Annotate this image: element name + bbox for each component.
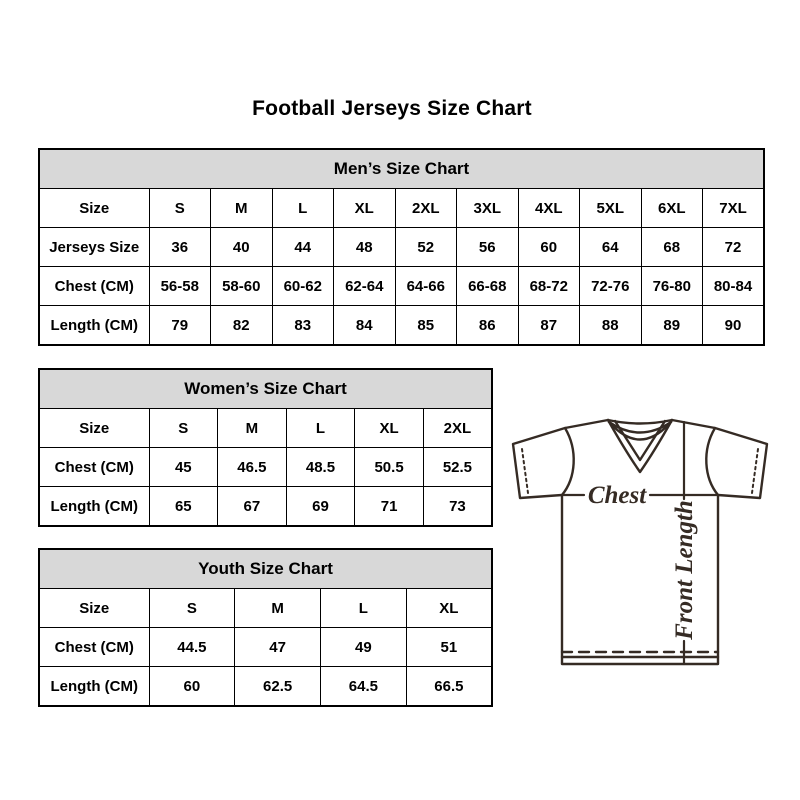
value-cell: 64.5 — [321, 667, 407, 707]
value-cell: 51 — [406, 628, 492, 667]
value-cell: 3XL — [457, 189, 519, 228]
value-cell: 80-84 — [703, 267, 765, 306]
value-cell: 40 — [211, 228, 273, 267]
table-row — [39, 448, 492, 487]
row-label-cell: Length (CM) — [39, 667, 149, 707]
value-cell: S — [149, 409, 218, 448]
table-title: Men’s Size Chart — [39, 149, 764, 189]
right-cuff-stitch — [752, 449, 758, 493]
value-cell: M — [218, 409, 287, 448]
table-title: Women’s Size Chart — [39, 369, 492, 409]
jersey-outline — [513, 420, 767, 664]
value-cell: 62.5 — [235, 667, 321, 707]
value-cell: 45 — [149, 448, 218, 487]
value-cell: 48.5 — [286, 448, 355, 487]
table-row — [39, 189, 764, 228]
value-cell: 82 — [211, 306, 273, 346]
value-cell: 2XL — [423, 409, 492, 448]
value-cell: 58-60 — [211, 267, 273, 306]
value-cell: 48 — [334, 228, 396, 267]
right-sleeve-seam — [706, 428, 718, 495]
value-cell: 69 — [286, 487, 355, 527]
value-cell: 60 — [149, 667, 235, 707]
chest-label: Chest — [587, 482, 647, 509]
value-cell: 56 — [457, 228, 519, 267]
value-cell: 50.5 — [355, 448, 424, 487]
value-cell: XL — [406, 589, 492, 628]
value-cell: XL — [355, 409, 424, 448]
value-cell: XL — [334, 189, 396, 228]
table-row — [39, 667, 492, 707]
value-cell: 66-68 — [457, 267, 519, 306]
value-cell: 60-62 — [272, 267, 334, 306]
value-cell: 56-58 — [149, 267, 211, 306]
jersey-measurement-diagram — [505, 400, 775, 685]
value-cell: 47 — [235, 628, 321, 667]
value-cell: 60 — [518, 228, 580, 267]
value-cell: 72 — [703, 228, 765, 267]
value-cell: L — [272, 189, 334, 228]
value-cell: 90 — [703, 306, 765, 346]
value-cell: 68-72 — [518, 267, 580, 306]
table-row — [39, 628, 492, 667]
value-cell: 52 — [395, 228, 457, 267]
value-cell: 2XL — [395, 189, 457, 228]
value-cell: 66.5 — [406, 667, 492, 707]
page-title: Football Jerseys Size Chart — [252, 97, 532, 120]
row-label-cell: Size — [39, 589, 149, 628]
left-cuff-stitch — [522, 449, 528, 493]
value-cell: 44 — [272, 228, 334, 267]
row-label-cell: Length (CM) — [39, 306, 149, 346]
value-cell: 73 — [423, 487, 492, 527]
value-cell: 52.5 — [423, 448, 492, 487]
value-cell: S — [149, 589, 235, 628]
value-cell: 44.5 — [149, 628, 235, 667]
value-cell: 76-80 — [641, 267, 703, 306]
value-cell: 84 — [334, 306, 396, 346]
value-cell: 7XL — [703, 189, 765, 228]
table-row — [39, 267, 764, 306]
value-cell: L — [286, 409, 355, 448]
row-label-cell: Chest (CM) — [39, 267, 149, 306]
value-cell: 72-76 — [580, 267, 642, 306]
left-sleeve-seam — [562, 428, 574, 495]
value-cell: 88 — [580, 306, 642, 346]
row-label-cell: Jerseys Size — [39, 228, 149, 267]
front-length-label: Front Length — [671, 500, 698, 640]
table-row — [39, 589, 492, 628]
value-cell: 67 — [218, 487, 287, 527]
table-row — [39, 487, 492, 527]
value-cell: 85 — [395, 306, 457, 346]
row-label-cell: Size — [39, 409, 149, 448]
value-cell: 68 — [641, 228, 703, 267]
table-title: Youth Size Chart — [39, 549, 492, 589]
row-label-cell: Length (CM) — [39, 487, 149, 527]
row-label-cell: Size — [39, 189, 149, 228]
mens-size-table — [38, 148, 765, 346]
value-cell: 36 — [149, 228, 211, 267]
value-cell: 5XL — [580, 189, 642, 228]
value-cell: L — [321, 589, 407, 628]
value-cell: M — [235, 589, 321, 628]
value-cell: 79 — [149, 306, 211, 346]
row-label-cell: Chest (CM) — [39, 448, 149, 487]
value-cell: 71 — [355, 487, 424, 527]
value-cell: 89 — [641, 306, 703, 346]
table-row — [39, 306, 764, 346]
value-cell: 4XL — [518, 189, 580, 228]
value-cell: 6XL — [641, 189, 703, 228]
value-cell: M — [211, 189, 273, 228]
value-cell: 62-64 — [334, 267, 396, 306]
value-cell: 64-66 — [395, 267, 457, 306]
womens-size-table — [38, 368, 493, 527]
value-cell: 64 — [580, 228, 642, 267]
youth-size-table — [38, 548, 493, 707]
value-cell: 49 — [321, 628, 407, 667]
table-row — [39, 409, 492, 448]
table-row — [39, 228, 764, 267]
value-cell: 83 — [272, 306, 334, 346]
value-cell: S — [149, 189, 211, 228]
row-label-cell: Chest (CM) — [39, 628, 149, 667]
value-cell: 87 — [518, 306, 580, 346]
value-cell: 65 — [149, 487, 218, 527]
value-cell: 86 — [457, 306, 519, 346]
value-cell: 46.5 — [218, 448, 287, 487]
